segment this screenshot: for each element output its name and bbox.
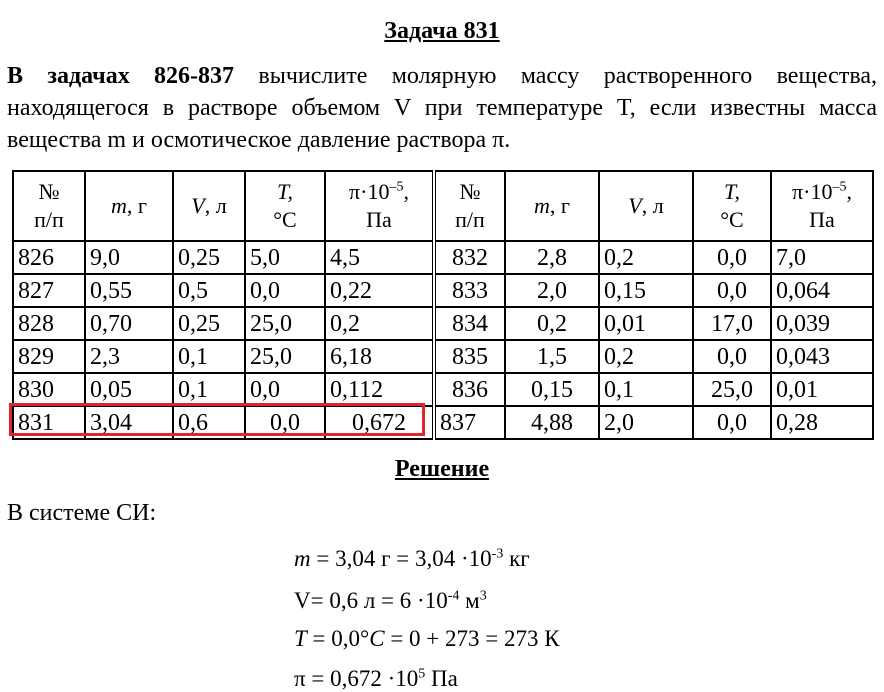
cell-temperature: 17,0 [693,307,771,340]
cell-mass: 0,2 [505,307,599,340]
cell-temperature: 0,0 [245,373,325,406]
cell-mass: 2,8 [505,241,599,274]
header-temperature: T, °C [245,171,325,241]
formula-mass: m = 3,04 $г = 3,04 \cdot 10^{-3}$ кг [294,546,530,571]
header-pressure: $\pi\cdot 10^{-5}$, Па [325,171,434,241]
cell-volume: 0,6 [173,406,245,439]
cell-pressure: 0,01 [771,373,873,406]
cell-temperature: 0,0 [693,340,771,373]
cell-mass: 9,0 [85,241,173,274]
cell-num: 830 [13,373,85,406]
cell-pressure: 0,039 [771,307,873,340]
cell-temperature: 0,0 [693,406,771,439]
cell-temperature: 25,0 [245,340,325,373]
cell-num: 835 [434,340,505,373]
cell-num: 827 [13,274,85,307]
cell-pressure: 6,18 [325,340,434,373]
problem-title: Задача 831 [384,18,500,44]
solution-title: Решение [394,456,490,482]
cell-mass: 4,88 [505,406,599,439]
cell-temperature: 5,0 [245,241,325,274]
cell-mass: 3,04 [85,406,173,439]
table-row [13,340,873,373]
cell-volume: 0,25 [173,241,245,274]
cell-num: 828 [13,307,85,340]
cell-num: 837 [434,406,505,439]
cell-mass: 0,70 [85,307,173,340]
cell-mass: 0,15 [505,373,599,406]
cell-volume: 0,5 [173,274,245,307]
cell-pressure: 0,28 [771,406,873,439]
cell-num: 832 [434,241,505,274]
header-temperature: T, °C [693,171,771,241]
problem-text: вычислите молярную массу растворенного вещества, находящегося в растворе объемом V при температуре T, если известны масса вещества m и осмотическое давление раствора π. [7,63,877,153]
cell-volume: 0,01 [599,307,693,340]
formula-volume: V= 0,6 $л = 6 \cdot 10^{-4}$ $м^3$ [294,588,487,613]
header-num: № п/п [434,171,505,241]
table-row [13,373,873,406]
cell-mass: 2,3 [85,340,173,373]
table-row [13,307,873,340]
cell-volume: 0,1 [173,340,245,373]
cell-num: 834 [434,307,505,340]
cell-pressure: 7,0 [771,241,873,274]
cell-temperature: 0,0 [245,406,325,439]
cell-mass: 0,55 [85,274,173,307]
cell-temperature: 0,0 [245,274,325,307]
cell-volume: 0,2 [599,340,693,373]
cell-num: 831 [13,406,85,439]
cell-num: 836 [434,373,505,406]
cell-num: 826 [13,241,85,274]
table-row [13,241,873,274]
cell-volume: 0,1 [173,373,245,406]
si-label: В системе СИ: [7,500,157,526]
cell-temperature: 25,0 [245,307,325,340]
table-row [13,274,873,307]
cell-pressure: 4,5 [325,241,434,274]
cell-temperature: 0,0 [693,274,771,307]
cell-mass: 2,0 [505,274,599,307]
cell-pressure: 0,112 [325,373,434,406]
header-volume: V, л [173,171,245,241]
header-mass: m, г [505,171,599,241]
header-volume: V, л [599,171,693,241]
cell-mass: 0,05 [85,373,173,406]
cell-pressure: 0,2 [325,307,434,340]
formula-temperature: T = 0,0°C = 0 + 273 = 273 К [294,626,560,651]
cell-volume: 0,25 [173,307,245,340]
cell-volume: 2,0 [599,406,693,439]
cell-temperature: 0,0 [693,241,771,274]
cell-volume: 0,1 [599,373,693,406]
cell-volume: 0,2 [599,241,693,274]
cell-pressure: 0,672 [325,406,434,439]
formula-pressure: $\pi = 0,672 \cdot 10^5$ Па [294,666,458,691]
problem-statement [7,60,877,156]
cell-volume: 0,15 [599,274,693,307]
row-highlight-frame [9,403,425,436]
cell-temperature: 25,0 [693,373,771,406]
cell-pressure: 0,043 [771,340,873,373]
cell-pressure: 0,064 [771,274,873,307]
cell-pressure: 0,22 [325,274,434,307]
table-header-row [13,171,873,241]
cell-num: 829 [13,340,85,373]
data-table [12,170,874,440]
header-num: № п/п [13,171,85,241]
cell-num: 833 [434,274,505,307]
problem-range: В задачах 826-837 [7,63,235,89]
header-mass: m, г [85,171,173,241]
header-pressure: $\pi\cdot 10^{-5}$, Па [771,171,873,241]
cell-mass: 1,5 [505,340,599,373]
